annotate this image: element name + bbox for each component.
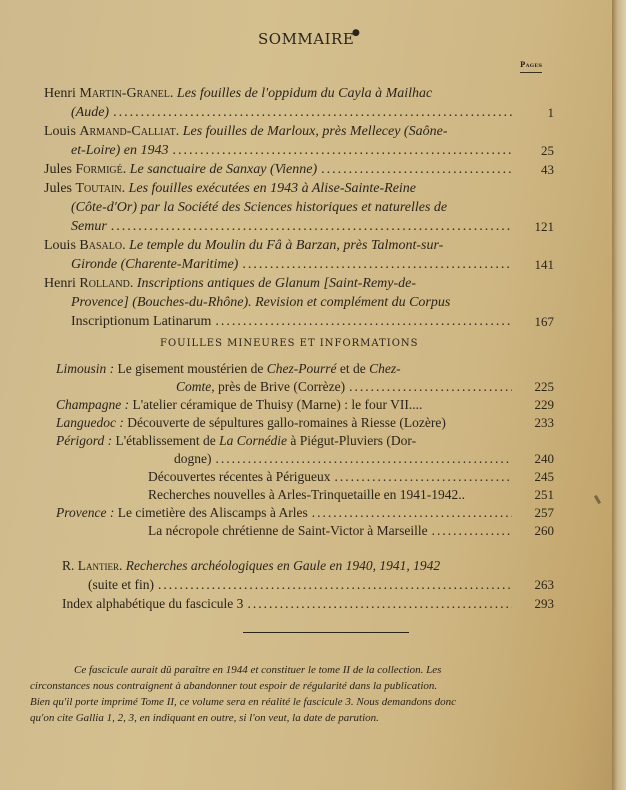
entry-title-cont: Semur bbox=[71, 219, 107, 234]
author-first-name: Henri bbox=[44, 86, 76, 101]
region-label: Limousin : bbox=[56, 361, 115, 376]
item-text: près de Brive (Corrèze) bbox=[218, 379, 346, 394]
item-text: Recherches nouvelles à Arles-Trinquetaille en 1941-1942.. bbox=[148, 487, 466, 502]
page-number: 293 bbox=[534, 596, 554, 611]
separator-rule bbox=[243, 632, 409, 633]
item-text: à Piégut-Pluviers (Dor- bbox=[290, 433, 417, 448]
item-text: et de bbox=[339, 361, 366, 376]
item-text: La nécropole chrétienne de Saint-Victor à Marseille bbox=[148, 523, 428, 538]
dot-leader bbox=[243, 596, 512, 611]
page-number: 257 bbox=[534, 505, 554, 520]
author-last-name: Toutain. bbox=[75, 181, 126, 196]
page-title: SOMMAIRE bbox=[258, 30, 355, 48]
page-number: 229 bbox=[534, 397, 554, 412]
entry-title-cont: (Aude) bbox=[71, 105, 110, 120]
dot-leader bbox=[238, 257, 512, 272]
entry-title: Les fouilles de l'oppidum du Cayla à Mailhac bbox=[176, 86, 433, 101]
minor-item bbox=[56, 504, 554, 522]
toc-entry bbox=[44, 122, 554, 160]
page-number: 260 bbox=[534, 523, 554, 538]
dot-leader bbox=[154, 577, 512, 592]
entry-title: Le temple du Moulin du Fâ à Barzan, près Talmont-sur- bbox=[129, 238, 444, 253]
entry-title-cont: Gironde (Charente-Maritime) bbox=[71, 257, 239, 272]
page-number: 225 bbox=[534, 379, 554, 394]
dot-leader bbox=[109, 105, 512, 120]
author-last-name: Martin-Granel. bbox=[79, 86, 174, 101]
page-number: 141 bbox=[534, 257, 554, 272]
toc-entry bbox=[44, 179, 554, 236]
page-number: 263 bbox=[534, 577, 554, 592]
author-first-name: Henri bbox=[44, 276, 76, 291]
author-last-name: Armand-Calliat. bbox=[79, 124, 180, 139]
index-entry bbox=[62, 594, 554, 613]
page-edge bbox=[612, 0, 626, 790]
footnote-line: Ce fascicule aurait dû paraître en 1944 et constituer le tome II de la collection. Les bbox=[74, 664, 442, 676]
footnote-line: Bien qu'il porte imprimé Tome II, ce volume sera en réalité le fascicule 3. Nous demandons donc bbox=[30, 696, 456, 708]
dot-leader bbox=[308, 505, 512, 520]
entry-title: Recherches archéologiques en Gaule en 1940, 1941, 1942 bbox=[125, 558, 441, 573]
dot-leader bbox=[428, 523, 512, 538]
author-first-name: Louis bbox=[44, 238, 76, 253]
entry-title: Inscriptions antiques de Glanum [Saint-Remy-de- bbox=[136, 276, 417, 291]
dot-leader bbox=[211, 314, 512, 329]
dot-leader bbox=[212, 451, 513, 466]
item-text: Le gisement moustérien de bbox=[117, 361, 264, 376]
toc-entry bbox=[44, 84, 554, 122]
item-text: Découverte de sépultures gallo-romaines à Riesse (Lozère) bbox=[127, 415, 446, 430]
entry-title-cont: Provence] (Bouches-du-Rhône). Revision et complément du Corpus bbox=[71, 295, 451, 310]
region-label: Périgord : bbox=[56, 433, 113, 448]
entry-title-cont: (suite et fin) bbox=[88, 577, 154, 592]
item-text: Le cimetière des Aliscamps à Arles bbox=[117, 505, 308, 520]
section-heading: FOUILLES MINEURES ET INFORMATIONS bbox=[160, 338, 419, 349]
toc-closing bbox=[62, 556, 554, 613]
minor-item bbox=[56, 360, 554, 378]
entry-title-cont: Inscriptionum Latinarum bbox=[71, 314, 212, 329]
index-title: Index alphabétique du fascicule 3 bbox=[62, 596, 244, 611]
item-text: dogne) bbox=[174, 451, 212, 466]
page-number: 1 bbox=[547, 105, 554, 120]
ink-smudge bbox=[594, 495, 601, 504]
author-first-name: Louis bbox=[44, 124, 76, 139]
toc-main bbox=[44, 84, 554, 331]
dot-leader bbox=[345, 379, 512, 394]
author-first-name: Jules bbox=[44, 181, 72, 196]
page-number: 167 bbox=[534, 314, 554, 329]
author-last-name: Rolland. bbox=[79, 276, 134, 291]
footnote-line: qu'on cite Gallia 1, 2, 3, en indiquant en outre, si l'on veut, la date de parution. bbox=[30, 712, 379, 724]
author-first-name: Jules bbox=[44, 162, 72, 177]
footnote bbox=[30, 662, 570, 726]
item-text: Découvertes récentes à Périgueux bbox=[148, 469, 331, 484]
pages-column-header: Pages bbox=[520, 60, 542, 73]
page-number: 251 bbox=[534, 487, 554, 502]
item-text-italic: Chez- bbox=[369, 361, 401, 376]
toc-entry bbox=[44, 160, 554, 179]
minor-item bbox=[56, 450, 554, 468]
minor-item bbox=[56, 432, 554, 450]
footnote-line: circonstances nous contraignent à abandonner tout espoir de régularité dans la publication. bbox=[30, 680, 438, 692]
entry-title: Les fouilles exécutées en 1943 à Alise-Sainte-Reine bbox=[128, 181, 417, 196]
minor-item bbox=[56, 522, 554, 540]
entry-title-cont: et-Loire) en 1943 bbox=[71, 143, 169, 158]
page-number: 25 bbox=[541, 143, 554, 158]
minor-item bbox=[56, 468, 554, 486]
dot-leader bbox=[107, 219, 512, 234]
entry-title-cont: (Côte-d'Or) par la Société des Sciences historiques et naturelles de bbox=[71, 200, 448, 215]
ink-spot: ● bbox=[352, 28, 360, 38]
author-first-name: R. bbox=[62, 558, 75, 573]
page-number: 245 bbox=[534, 469, 554, 484]
entry-title: Les fouilles de Marloux, près Mellecey (Saône- bbox=[182, 124, 448, 139]
dot-leader bbox=[331, 469, 512, 484]
item-text: L'établissement de bbox=[115, 433, 216, 448]
minor-excavations-list bbox=[56, 360, 554, 540]
page-number: 233 bbox=[534, 415, 554, 430]
dot-leader bbox=[317, 162, 512, 177]
item-text-italic: Comte, bbox=[176, 379, 215, 394]
region-label: Champagne : bbox=[56, 397, 130, 412]
toc-entry bbox=[44, 274, 554, 331]
item-text-italic: La Cornédie bbox=[219, 433, 288, 448]
item-text: L'atelier céramique de Thuisy (Marne) : le four VII.... bbox=[132, 397, 423, 412]
region-label: Languedoc : bbox=[56, 415, 124, 430]
author-last-name: Formigé. bbox=[75, 162, 127, 177]
page-number: 121 bbox=[534, 219, 554, 234]
dot-leader bbox=[168, 143, 512, 158]
author-last-name: Lantier. bbox=[77, 558, 123, 573]
minor-item bbox=[56, 378, 554, 396]
minor-item bbox=[56, 486, 554, 504]
page-number: 240 bbox=[534, 451, 554, 466]
toc-entry bbox=[62, 556, 554, 594]
minor-item bbox=[56, 396, 554, 414]
minor-item bbox=[56, 414, 554, 432]
entry-title: Le sanctuaire de Sanxay (Vienne) bbox=[129, 162, 318, 177]
author-last-name: Basalo. bbox=[79, 238, 126, 253]
page-number: 43 bbox=[541, 162, 554, 177]
item-text-italic: Chez-Pourré bbox=[266, 361, 337, 376]
region-label: Provence : bbox=[56, 505, 115, 520]
toc-entry bbox=[44, 236, 554, 274]
